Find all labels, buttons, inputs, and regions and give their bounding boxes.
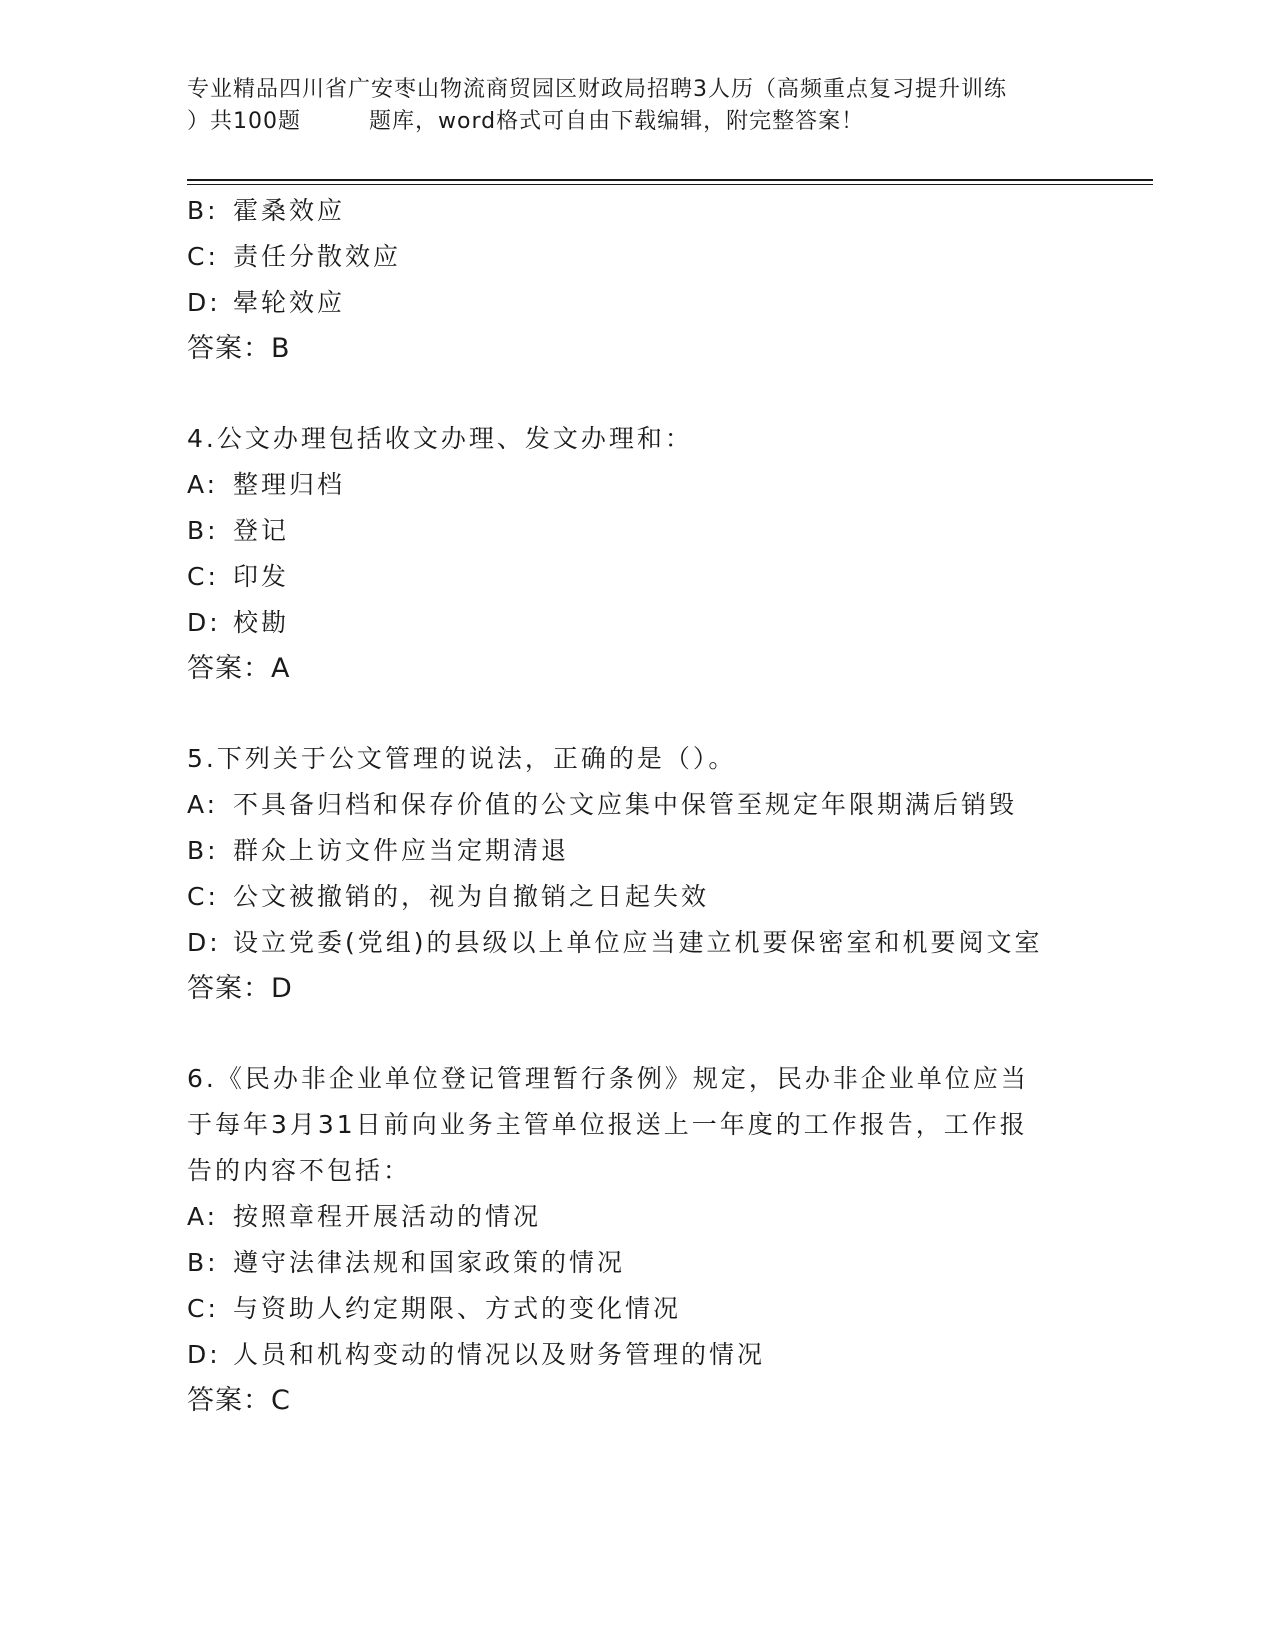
question-stem: 4.公文办理包括收文办理、发文办理和： — [187, 424, 693, 453]
option-d — [187, 1332, 1087, 1378]
answer-line: 答案：A — [187, 653, 291, 684]
option-d — [187, 600, 1087, 646]
option-text: 登记 — [233, 516, 290, 545]
option-c — [187, 554, 1087, 600]
header-title-line1: 专业精品四川省广安枣山物流商贸园区财政局招聘3人历（高频重点复习提升训练 — [187, 77, 1007, 102]
option-key: C: — [187, 242, 219, 271]
answer-line: 答案：D — [187, 973, 293, 1004]
option-c — [187, 1286, 1087, 1332]
option-text: 晕轮效应 — [233, 288, 346, 317]
question-5 — [187, 736, 1087, 1012]
option-text: 群众上访文件应当定期清退 — [233, 836, 570, 865]
question-stem-line: 告的内容不包括： — [187, 1156, 412, 1185]
option-text: 公文被撤销的，视为自撤销之日起失效 — [233, 882, 710, 911]
option-text: 设立党委(党组)的县级以上单位应当建立机要保密室和机要阅文室 — [233, 928, 1043, 957]
option-text: 不具备归档和保存价值的公文应集中保管至规定年限期满后销毁 — [233, 790, 1018, 819]
option-text: 遵守法律法规和国家政策的情况 — [233, 1248, 626, 1277]
option-key: C: — [187, 882, 219, 911]
option-text: 霍桑效应 — [233, 196, 346, 225]
option-key: B: — [187, 196, 219, 225]
question-list — [187, 188, 1087, 1424]
option-key: A: — [187, 1202, 219, 1231]
option-text: 校勘 — [233, 608, 290, 637]
option-key: B: — [187, 516, 219, 545]
option-c — [187, 234, 1087, 280]
option-key: A: — [187, 470, 219, 499]
option-d — [187, 920, 1087, 966]
option-text: 责任分散效应 — [233, 242, 402, 271]
page-header — [187, 74, 1107, 138]
option-b — [187, 188, 1087, 234]
option-a — [187, 1194, 1087, 1240]
question-3 — [187, 188, 1087, 372]
option-key: D: — [187, 288, 221, 317]
option-key: D: — [187, 1340, 221, 1369]
option-text: 人员和机构变动的情况以及财务管理的情况 — [233, 1340, 766, 1369]
question-stem-line: 6.《民办非企业单位登记管理暂行条例》规定，民办非企业单位应当 — [187, 1064, 1029, 1093]
option-b — [187, 1240, 1087, 1286]
option-text: 整理归档 — [233, 470, 346, 499]
option-key: D: — [187, 608, 221, 637]
option-text: 按照章程开展活动的情况 — [233, 1202, 542, 1231]
answer-line: 答案：C — [187, 1385, 291, 1416]
option-b — [187, 508, 1087, 554]
option-text: 与资助人约定期限、方式的变化情况 — [233, 1294, 682, 1323]
option-key: D: — [187, 928, 221, 957]
option-key: B: — [187, 1248, 219, 1277]
option-key: C: — [187, 1294, 219, 1323]
answer-line: 答案：B — [187, 333, 291, 364]
question-4 — [187, 416, 1087, 692]
header-title-line2 — [187, 106, 1107, 138]
option-text: 印发 — [233, 562, 290, 591]
header-divider — [187, 179, 1153, 185]
option-key: B: — [187, 836, 219, 865]
option-b — [187, 828, 1087, 874]
question-6 — [187, 1056, 1087, 1424]
question-stem: 5.下列关于公文管理的说法，正确的是（）。 — [187, 744, 737, 773]
option-a — [187, 462, 1087, 508]
option-c — [187, 874, 1087, 920]
option-a — [187, 782, 1087, 828]
question-stem-line: 于每年3月31日前向业务主管单位报送上一年度的工作报告，工作报 — [187, 1110, 1028, 1139]
option-d — [187, 280, 1087, 326]
option-key: A: — [187, 790, 219, 819]
header-title-line2-left: ）共100题 — [187, 109, 301, 134]
option-key: C: — [187, 562, 219, 591]
header-title-line2-right: 题库，word格式可自由下载编辑，附完整答案！ — [369, 109, 865, 134]
